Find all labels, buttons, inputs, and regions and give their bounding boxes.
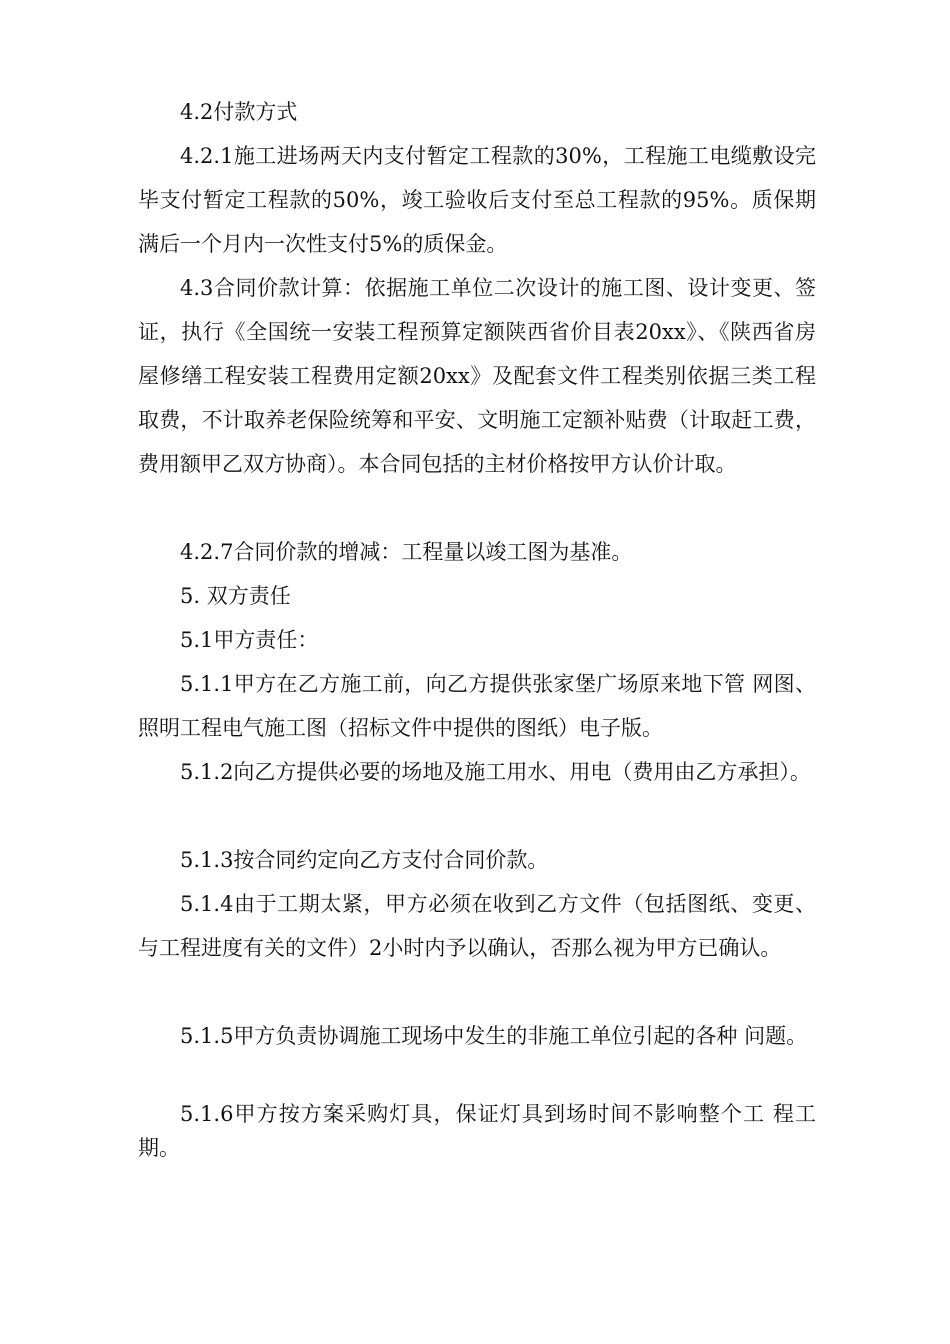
paragraph-4-3: 4.3合同价款计算：依据施工单位二次设计的施工图、设计变更、签证，执行《全国统一安装工程预算定额陕西省价目表20xx》、《陕西省房屋修缮工程安装工程费用定额20xx》及配套文件工程类别依据三类工程取费，不计取养老保险统筹和平安、文明施工定额补贴费（计取赶工费，费用额甲乙双方协商）。本合同包括的主材价格按甲方认价计取。 (138, 276, 816, 476)
paragraph-5-1-5: 5.1.5甲方负责协调施工现场中发生的非施工单位引起的各种 问题。 (180, 1024, 808, 1048)
paragraph-4-2-1: 4.2.1施工进场两天内支付暂定工程款的30%，工程施工电缆敷设完毕支付暂定工程款的50%，竣工验收后支付至总工程款的95%。质保期满后一个月内一次性支付5%的质保金。 (138, 144, 816, 256)
section-5-heading: 5. 双方责任 (180, 584, 291, 608)
paragraph-5-1-4: 5.1.4由于工期太紧，甲方必须在收到乙方文件（包括图纸、变更、与工程进度有关的文件）2小时内予以确认，否那么视为甲方已确认。 (138, 892, 816, 960)
paragraph-5-1-1: 5.1.1甲方在乙方施工前，向乙方提供张家堡广场原来地下管 网图、照明工程电气施工图（招标文件中提供的图纸）电子版。 (138, 672, 816, 740)
paragraph-4-2-heading: 4.2付款方式 (180, 100, 298, 124)
paragraph-5-1-3: 5.1.3按合同约定向乙方支付合同价款。 (180, 848, 549, 872)
paragraph-5-1-2: 5.1.2向乙方提供必要的场地及施工用水、用电（费用由乙方承担）。 (180, 760, 811, 784)
section-5-1-heading: 5.1甲方责任： (180, 628, 319, 652)
paragraph-4-2-7: 4.2.7合同价款的增减：工程量以竣工图为基准。 (180, 540, 633, 564)
paragraph-5-1-6: 5.1.6甲方按方案采购灯具，保证灯具到场时间不影响整个工 程工期。 (138, 1102, 816, 1160)
